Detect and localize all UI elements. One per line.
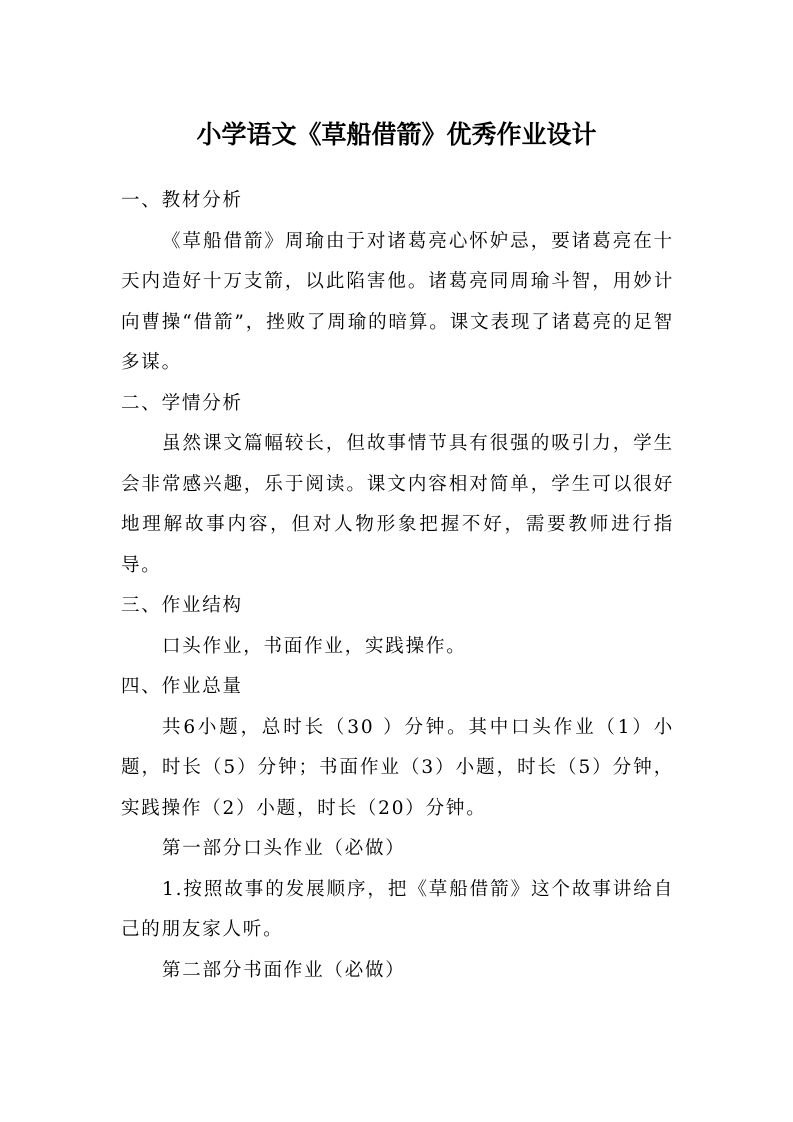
paragraph-textbook-analysis: 《草船借箭》周瑜由于对诸葛亮心怀妒忌，要诸葛亮在十天内造好十万支箭，以此陷害他。诸葛亮同周瑜斗智，用妙计向曹操“借箭”，挫败了周瑜的暗算。课文表现了诸葛亮的足智多谋。 bbox=[121, 230, 674, 373]
section-heading-homework-structure: 三、作业结构 bbox=[121, 595, 243, 616]
paragraph-homework-structure: 口头作业，书面作业，实践操作。 bbox=[162, 635, 467, 657]
section-heading-homework-total: 四、作业总量 bbox=[121, 676, 243, 697]
part-one-heading: 第一部分口头作业（必做） bbox=[162, 838, 406, 859]
part-two-heading: 第二部分书面作业（必做） bbox=[162, 959, 406, 981]
document-body bbox=[121, 181, 674, 991]
section-heading-student-analysis: 二、学情分析 bbox=[121, 392, 243, 414]
section-heading-textbook-analysis: 一、教材分析 bbox=[121, 190, 243, 211]
paragraph-oral-task: 1.按照故事的发展顺序，把《草船借箭》这个故事讲给自己的朋友家人听。 bbox=[121, 878, 674, 940]
paragraph-student-analysis: 虽然课文篇幅较长，但故事情节具有很强的吸引力，学生会非常感兴趣，乐于阅读。课文内容相对简单，学生可以很好地理解故事内容，但对人物形象把握不好，需要教师进行指导。 bbox=[121, 433, 674, 576]
paragraph-homework-total: 共6小题，总时长（30 ）分钟。其中口头作业（1）小题，时长（5）分钟；书面作业（3）小题，时长（5）分钟，实践操作（2）小题，时长（20）分钟。 bbox=[121, 716, 674, 819]
document-title: 小学语文《草船借箭》优秀作业设计 bbox=[196, 119, 597, 149]
